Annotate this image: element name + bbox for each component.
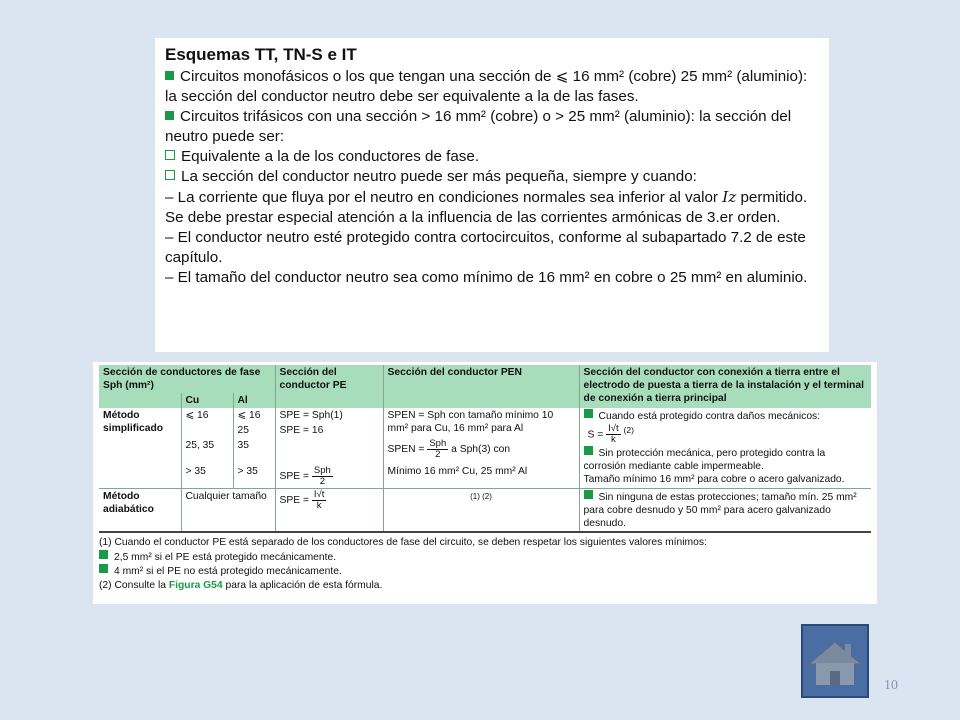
table-row: Método simplificado ⩽ 16 ⩽ 16 SPE = Sph(1) SPEN = Sph con tamaño mínimo 10 mm² para Cu, 16 mm² para Al Cuando está protegido contra daños mecánicos: S = $\frac{I√t}{k}$ $^{(2)}$ Sin protección mecánica, pero protegido contra la corrosión mediante cable impermeable. Tamaño mínimo 16 mm² para cobre o acero galvanizado. [99, 408, 871, 423]
table-notes: (1) Cuando el conductor PE está separado de los conductores de fase del circuito, se deben respetar los siguientes valores mínimos: 2,5 mm² si el PE está protegido mecánicamente. 4 mm² si el PE no está protegido mecánicamente. (2) Consulte la Figura G54 para la aplicación de esta fórmula. [99, 537, 707, 591]
dash-tamano: – El tamaño del conductor neutro sea como mínimo de 16 mm² en cobre o 25 mm² en aluminio. [165, 269, 808, 286]
home-button[interactable] [801, 624, 869, 698]
figure-link[interactable]: Figura G54 [168, 579, 223, 591]
conductor-section-table [99, 365, 871, 533]
bullet-trifasicos: Circuitos trifásicos con una sección > 16 mm² (cobre) o > 25 mm² (aluminio): la sección del neutro puede ser: [165, 108, 792, 145]
green-square-icon [99, 550, 108, 559]
header-pen-section: Sección del conductor PEN [383, 365, 579, 393]
text-box [155, 38, 829, 352]
pen-fraction-cell: SPEN = $\frac{\text{Sph}}{2}$ a Sph(3) con [383, 438, 579, 464]
sub-bullet-mas-pequena: La sección del conductor neutro puede ser más pequeña, siempre y cuando: [165, 167, 819, 187]
green-square-icon [99, 564, 108, 573]
bullet-monofasicos: Circuitos monofásicos o los que tengan una sección de ⩽ 16 mm² (cobre) 25 mm² (aluminio): la sección del conductor neutro debe ser equivalente a la de las fases. [165, 68, 808, 105]
green-square-icon [165, 111, 174, 120]
green-square-icon [165, 71, 174, 80]
earth-cell: Cuando está protegido contra daños mecánicos: S = $\frac{I√t}{k}$ $^{(2)}$ Sin protección mecánica, pero protegido contra la corrosión mediante cable impermeable. Tamaño mínimo 16 mm² para cobre o acero galvanizado. [579, 408, 871, 489]
pe-fraction-cell: SPE = $\frac{\text{Sph}}{2}$ [275, 438, 383, 489]
subheader-cu: Cu [181, 393, 233, 408]
table-header-row [99, 365, 871, 393]
method-adiabatic: Método adiabático [99, 489, 181, 533]
page-number: 10 [884, 678, 898, 693]
table-box [93, 362, 877, 604]
section-title: Esquemas TT, TN-S e IT [165, 45, 357, 64]
hollow-square-icon [165, 150, 175, 160]
iz-symbol: Iz [722, 188, 737, 206]
table-row: 25, 35 35 SPE = $\frac{\text{Sph}}{2}$ SPEN = $\frac{\text{Sph}}{2}$ a Sph(3) con [99, 438, 871, 464]
subheader-al: Al [233, 393, 275, 408]
home-icon [803, 626, 867, 696]
green-square-icon [584, 490, 593, 499]
sub-bullet-equivalente: Equivalente a la de los conductores de fase. [165, 147, 819, 167]
header-earth-section: Sección del conductor con conexión a tierra entre el electrodo de puesta a tierra de la instalación y el terminal de conexión a tierra principal [579, 365, 871, 408]
green-square-icon [584, 446, 593, 455]
green-square-icon [584, 409, 593, 418]
header-phase-section: Sección de conductores de fase Sph (mm²) [99, 365, 275, 393]
hollow-square-icon [165, 170, 175, 180]
table-row: 25 SPE = 16 [99, 423, 871, 438]
dash-protegido: – El conductor neutro esté protegido contra cortocircuitos, conforme al subapartado 7.2 de este capítulo. [165, 229, 806, 266]
table-row: > 35 > 35 Mínimo 16 mm² Cu, 25 mm² Al [99, 464, 871, 489]
adiabatic-pe-cell: SPE = $\frac{I√t}{k}$ [275, 489, 383, 533]
header-pe-section: Sección del conductor PE [275, 365, 383, 393]
method-simplified: Método simplificado [103, 410, 164, 434]
dash-corriente: – La corriente que fluya por el neutro en condiciones normales sea inferior al valor Iz permitido. Se debe prestar especial atención a la influencia de las corrientes armónicas de 3.er orden. [165, 188, 808, 226]
formula-fraction: $\frac{I√t}{k}$ [608, 423, 619, 446]
table-row: Método adiabático Cualquier tamaño SPE = $\frac{I√t}{k}$ (1) (2) Sin ninguna de estas protecciones; tamaño mín. 25 mm² para cobre desnudo y 50 mm² para acero galvanizado desnudo. [99, 489, 871, 533]
